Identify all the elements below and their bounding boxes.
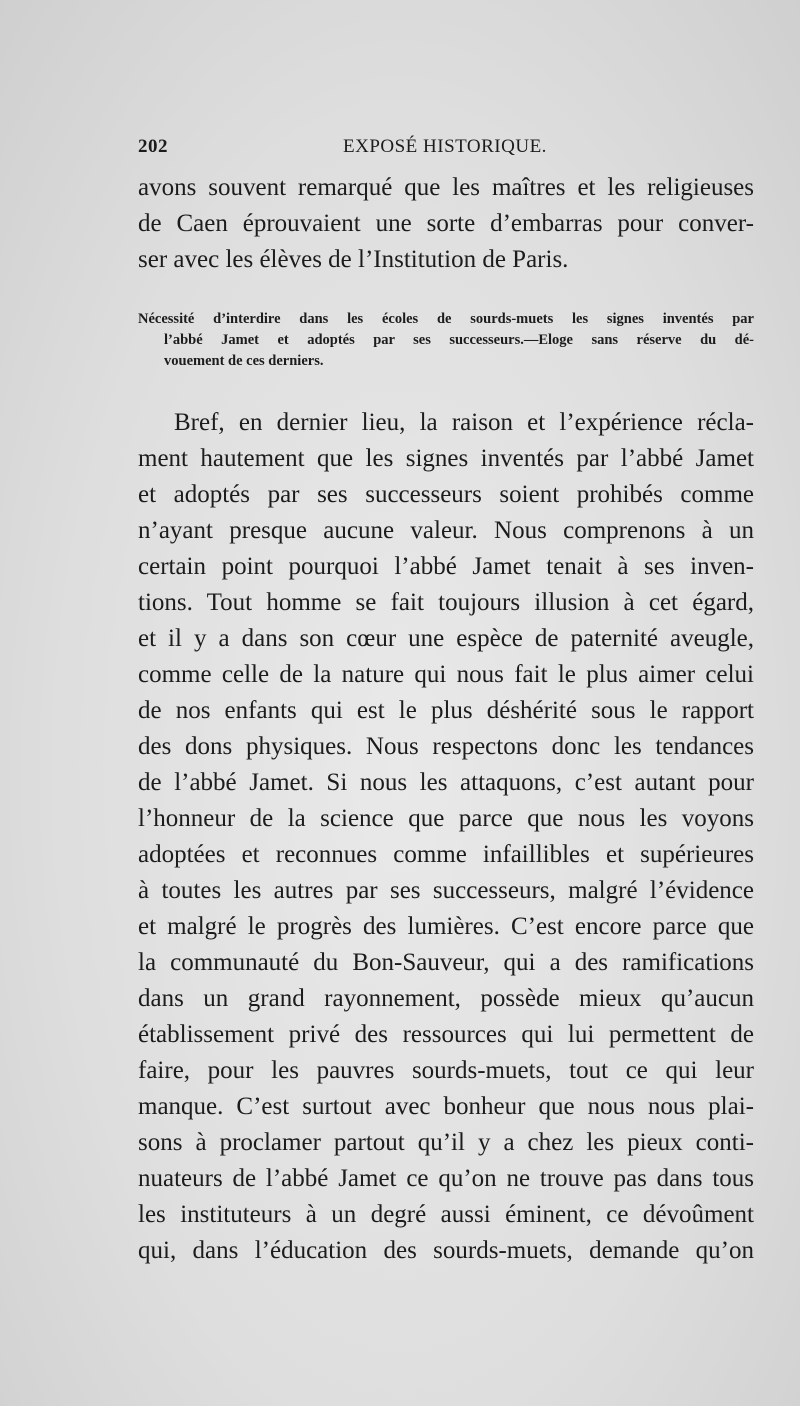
- text-line: l’honneur de la science que parce que nous les voyons: [138, 805, 754, 832]
- text-line: de nos enfants qui est le plus déshérité sous le rapport: [138, 697, 754, 724]
- text-line: et il y a dans son cœur une espèce de paternité aveugle,: [138, 625, 754, 652]
- text-line: Bref, en dernier lieu, la raison et l’expérience récla-: [174, 409, 754, 436]
- text-line: et adoptés par ses successeurs soient prohibés comme: [138, 481, 754, 508]
- text-line: de l’abbé Jamet. Si nous les attaquons, c’est autant pour: [138, 769, 754, 796]
- summary-line: Nécessité d’interdire dans les écoles de sourds-muets les signes inventés par: [138, 311, 754, 327]
- text-line: dans un grand rayonnement, possède mieux qu’aucun: [138, 985, 754, 1012]
- page-number: 202: [138, 136, 168, 157]
- text-line: ser avec les élèves de l’Institution de Paris.: [138, 246, 569, 273]
- summary-line: vouement de ces derniers.: [164, 353, 324, 369]
- text-line: avons souvent remarqué que les maîtres et les religieuses: [138, 174, 754, 201]
- text-line: comme celle de la nature qui nous fait le plus aimer celui: [138, 661, 754, 688]
- text-line: des dons physiques. Nous respectons donc les tendances: [138, 733, 754, 760]
- text-line: adoptées et reconnues comme infaillibles et supérieures: [138, 841, 754, 868]
- text-line: tions. Tout homme se fait toujours illusion à cet égard,: [138, 589, 754, 616]
- text-line: qui, dans l’éducation des sourds-muets, demande qu’on: [138, 1237, 754, 1264]
- summary-line: l’abbé Jamet et adoptés par ses successeurs.—Eloge sans réserve du dé-: [164, 332, 754, 348]
- text-line: manque. C’est surtout avec bonheur que nous nous plai-: [138, 1093, 754, 1120]
- text-line: et malgré le progrès des lumières. C’est encore parce que: [138, 913, 754, 940]
- text-line: les instituteurs à un degré aussi éminent, ce dévoûment: [138, 1201, 754, 1228]
- text-line: n’ayant presque aucune valeur. Nous comprenons à un: [138, 517, 754, 544]
- text-line: de Caen éprouvaient une sorte d’embarras pour conver-: [138, 210, 754, 237]
- running-title: EXPOSÉ HISTORIQUE.: [343, 136, 547, 157]
- text-line: ment hautement que les signes inventés par l’abbé Jamet: [138, 445, 754, 472]
- text-line: la communauté du Bon-Sauveur, qui a des ramifications: [138, 949, 754, 976]
- text-line: certain point pourquoi l’abbé Jamet tenait à ses inven-: [138, 553, 754, 580]
- text-line: établissement privé des ressources qui lui permettent de: [138, 1021, 754, 1048]
- text-line: sons à proclamer partout qu’il y a chez les pieux conti-: [138, 1129, 754, 1156]
- page-header: [138, 136, 756, 166]
- text-line: nuateurs de l’abbé Jamet ce qu’on ne trouve pas dans tous: [138, 1165, 754, 1192]
- text-line: à toutes les autres par ses successeurs, malgré l’évidence: [138, 877, 754, 904]
- text-line: faire, pour les pauvres sourds-muets, tout ce qui leur: [138, 1057, 754, 1084]
